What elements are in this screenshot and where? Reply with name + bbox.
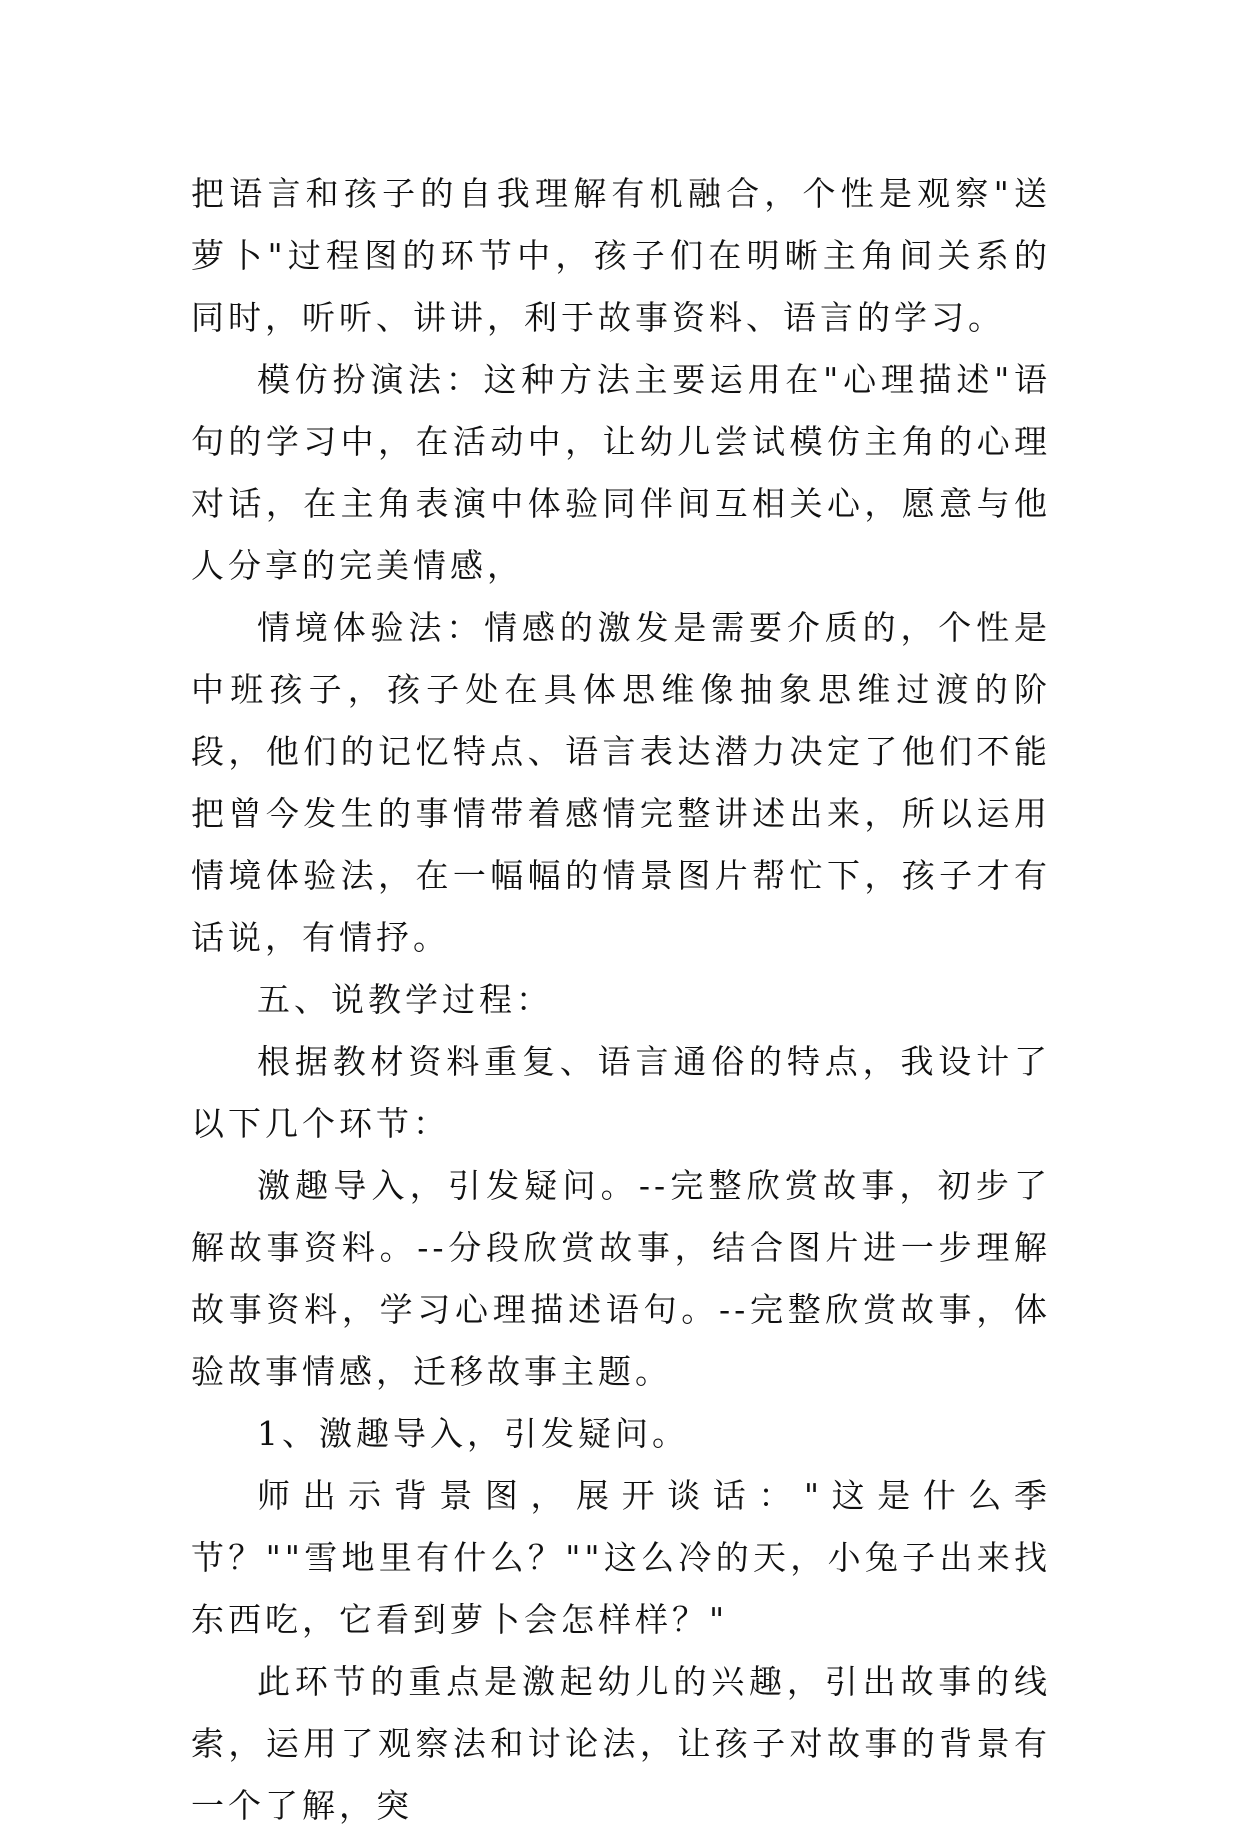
paragraph-imitation-method: 模仿扮演法：这种方法主要运用在"心理描述"语句的学习中，在活动中，让幼儿尝试模仿主角的心理对话，在主角表演中体验同伴间互相关心，愿意与他人分享的完美情感， <box>191 360 1051 585</box>
paragraph-design-intro: 根据教材资料重复、语言通俗的特点，我设计了以下几个环节： <box>191 1042 1051 1143</box>
document-body <box>191 163 1051 1837</box>
subheading-step-1: 1、激趣导入，引发疑问。 <box>257 1414 689 1453</box>
paragraph-teacher-dialogue: 师出示背景图，展开谈话："这是什么季节？""雪地里有什么？""这么冷的天，小兔子出来找东西吃，它看到萝卜会怎样样？" <box>191 1476 1051 1639</box>
paragraph-design-steps: 激趣导入，引发疑问。--完整欣赏故事，初步了解故事资料。--分段欣赏故事，结合图片进一步理解故事资料，学习心理描述语句。--完整欣赏故事，体验故事情感，迁移故事主题。 <box>191 1166 1051 1391</box>
section-heading-teaching-process: 五、说教学过程： <box>257 980 553 1019</box>
paragraph-continued: 把语言和孩子的自我理解有机融合，个性是观察"送萝卜"过程图的环节中，孩子们在明晰主角间关系的同时，听听、讲讲，利于故事资料、语言的学习。 <box>191 174 1051 337</box>
paragraph-step-focus: 此环节的重点是激起幼儿的兴趣，引出故事的线索，运用了观察法和讨论法，让孩子对故事的背景有一个了解，突 <box>191 1662 1051 1825</box>
paragraph-situation-method: 情境体验法：情感的激发是需要介质的，个性是中班孩子，孩子处在具体思维像抽象思维过渡的阶段，他们的记忆特点、语言表达潜力决定了他们不能把曾今发生的事情带着感情完整讲述出来，所以运用情境体验法，在一幅幅的情景图片帮忙下，孩子才有话说，有情抒。 <box>191 608 1051 957</box>
